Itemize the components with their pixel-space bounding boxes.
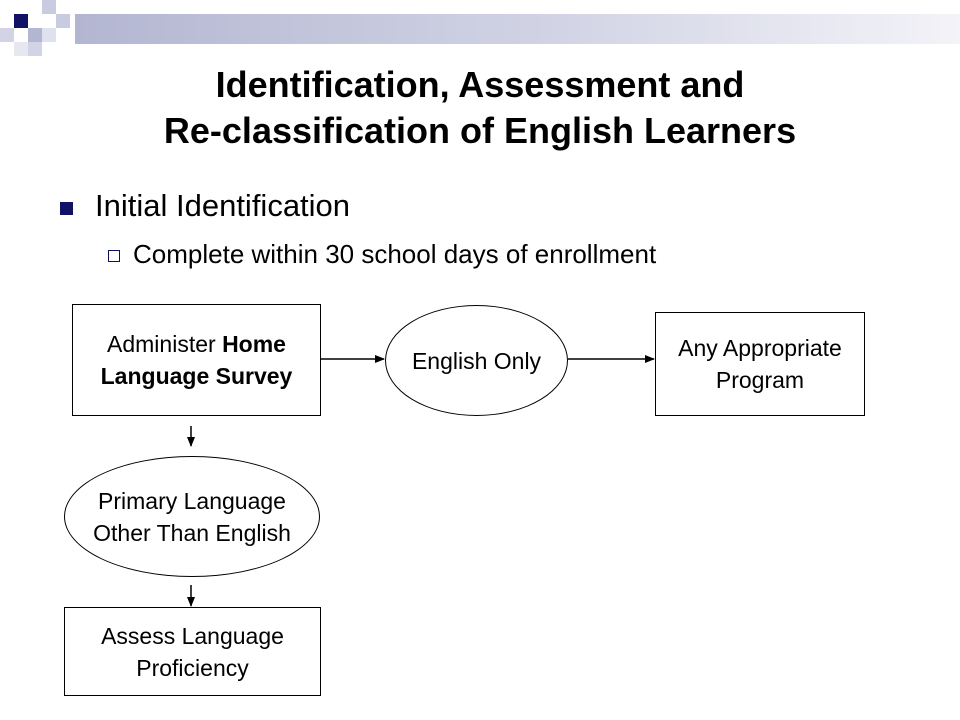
box-any-appropriate-program: Any Appropriate Program <box>655 312 865 416</box>
ellipse-english-only: English Only <box>385 305 568 416</box>
slide-title-line1: Identification, Assessment and <box>215 64 745 105</box>
slide-title-line2: Re-classification of English Learners <box>163 110 797 151</box>
bullet-level1-text: Initial Identification <box>95 188 351 223</box>
box-survey-line2: Language Survey <box>100 363 293 389</box>
box-survey-line1: Administer Home <box>107 331 286 357</box>
bullet-level2-text: Complete within 30 school days of enrollment <box>133 238 657 269</box>
box-home-language-survey <box>72 304 321 416</box>
box-assess-language-proficiency: Assess Language Proficiency <box>64 607 321 696</box>
ellipse-primary-language-other: Primary Language Other Than English <box>64 456 320 577</box>
